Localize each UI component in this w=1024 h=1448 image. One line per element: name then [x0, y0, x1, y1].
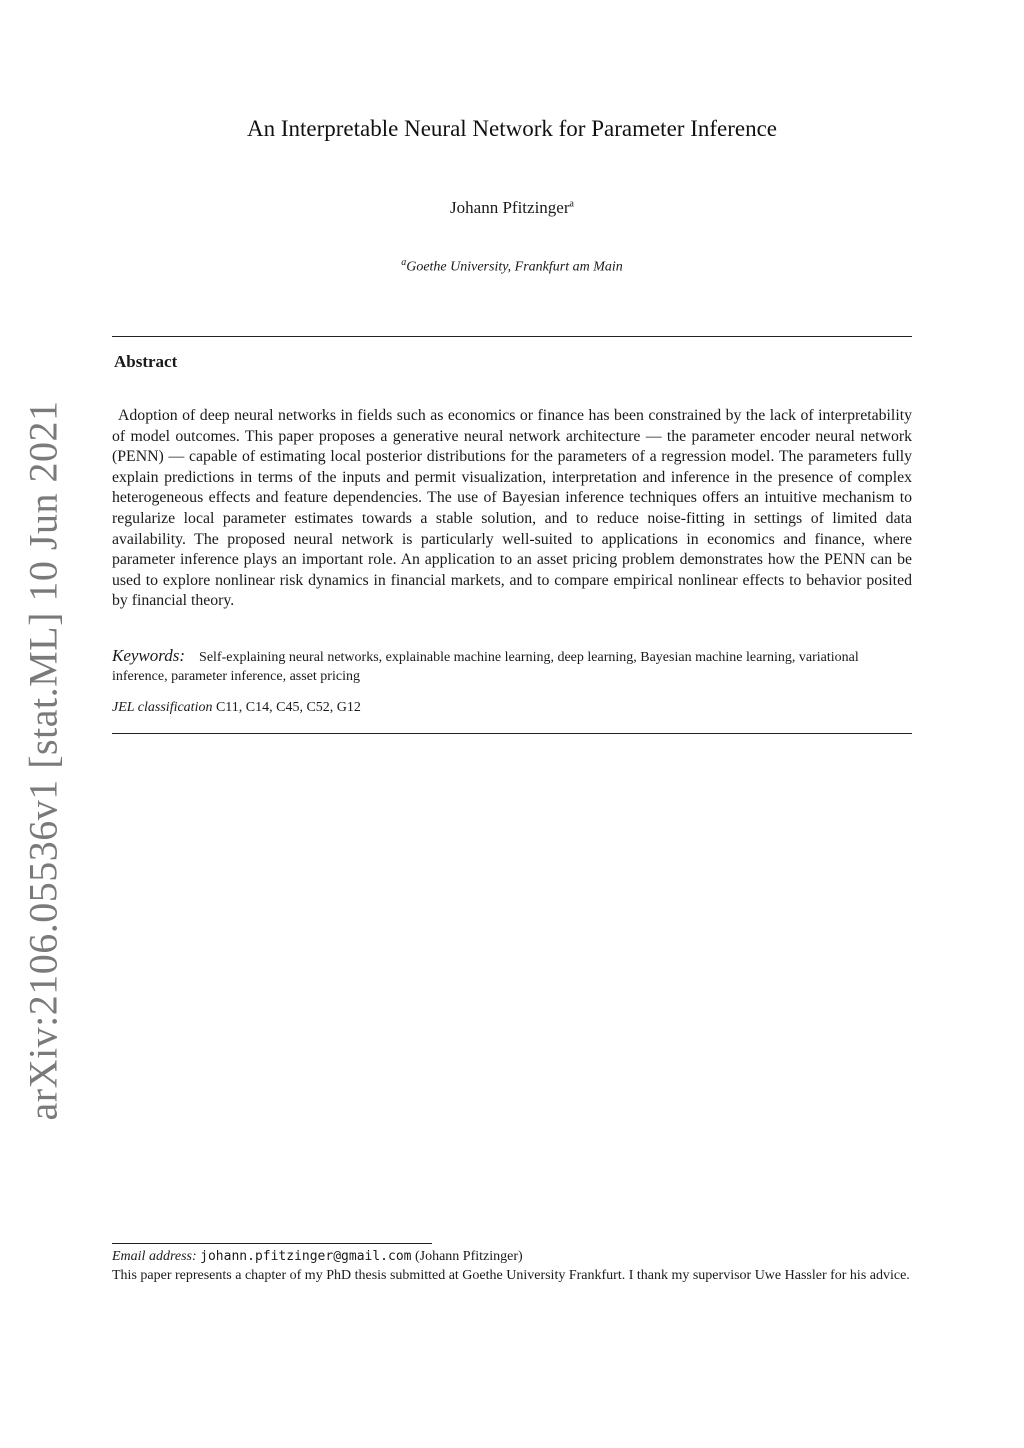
jel-classification — [112, 700, 912, 716]
author-line — [0, 198, 1024, 218]
arxiv-side-stamp — [16, 400, 70, 1120]
footnote-note: This paper represents a chapter of my PhD thesis submitted at Goethe University Frankfurt. I thank my supervisor Uwe Hassler for his advice. — [112, 1268, 910, 1283]
email-address[interactable]: johann.pfitzinger@gmail.com — [200, 1249, 412, 1264]
abstract-bottom-rule — [112, 733, 912, 734]
footnote-email-line — [112, 1247, 912, 1266]
footnote — [112, 1247, 912, 1285]
affiliation-text: Goethe University, Frankfurt am Main — [406, 259, 623, 275]
author-name: Johann Pfitzinger — [450, 198, 570, 217]
jel-codes: C11, C14, C45, C52, G12 — [215, 700, 361, 715]
paper-title: An Interpretable Neural Network for Parameter Inference — [247, 116, 777, 141]
abstract-heading: Abstract — [114, 352, 178, 371]
abstract-top-rule — [112, 336, 912, 337]
arxiv-identifier: arXiv:2106.05536v1 [stat.ML] 10 Jun 2021 — [20, 400, 66, 1120]
abstract-body: Adoption of deep neural networks in fields such as economics or finance has been constrained by the lack of interpretability of model outcomes. This paper proposes a generative neural network architecture — the parameter encoder neural network (PENN) — capable of estimating local posterior distributions for the parameters of a regression model. The parameters fully explain predictions in terms of the inputs and permit visualization, interpretation and inference in the presence of complex heterogeneous effects and feature dependencies. The use of Bayesian inference techniques offers an intuitive mechanism to regularize local parameter estimates towards a stable solution, and to reduce noise-fitting in settings of limited data availability. The proposed neural network is particularly well-suited to applications in economics and finance, where parameter inference plays an important role. An application to an asset pricing problem demonstrates how the PENN can be used to explore nonlinear risk dynamics in financial markets, and to compare empirical nonlinear effects to behavior posited by financial theory. — [112, 407, 912, 610]
jel-label: JEL classification — [112, 700, 213, 715]
affiliation-marker: a — [401, 257, 407, 268]
email-label: Email address: — [112, 1249, 197, 1264]
email-owner: (Johann Pfitzinger) — [414, 1249, 523, 1264]
affiliation-line — [0, 257, 1024, 276]
footnote-rule — [112, 1243, 432, 1244]
author-affiliation-marker: a — [569, 198, 574, 210]
keywords-label: Keywords: — [112, 646, 186, 665]
keywords-block — [112, 646, 912, 686]
keywords-text: Self-explaining neural networks, explainable machine learning, deep learning, Bayesian machine learning, variational inference, parameter inference, asset pricing — [112, 650, 859, 684]
